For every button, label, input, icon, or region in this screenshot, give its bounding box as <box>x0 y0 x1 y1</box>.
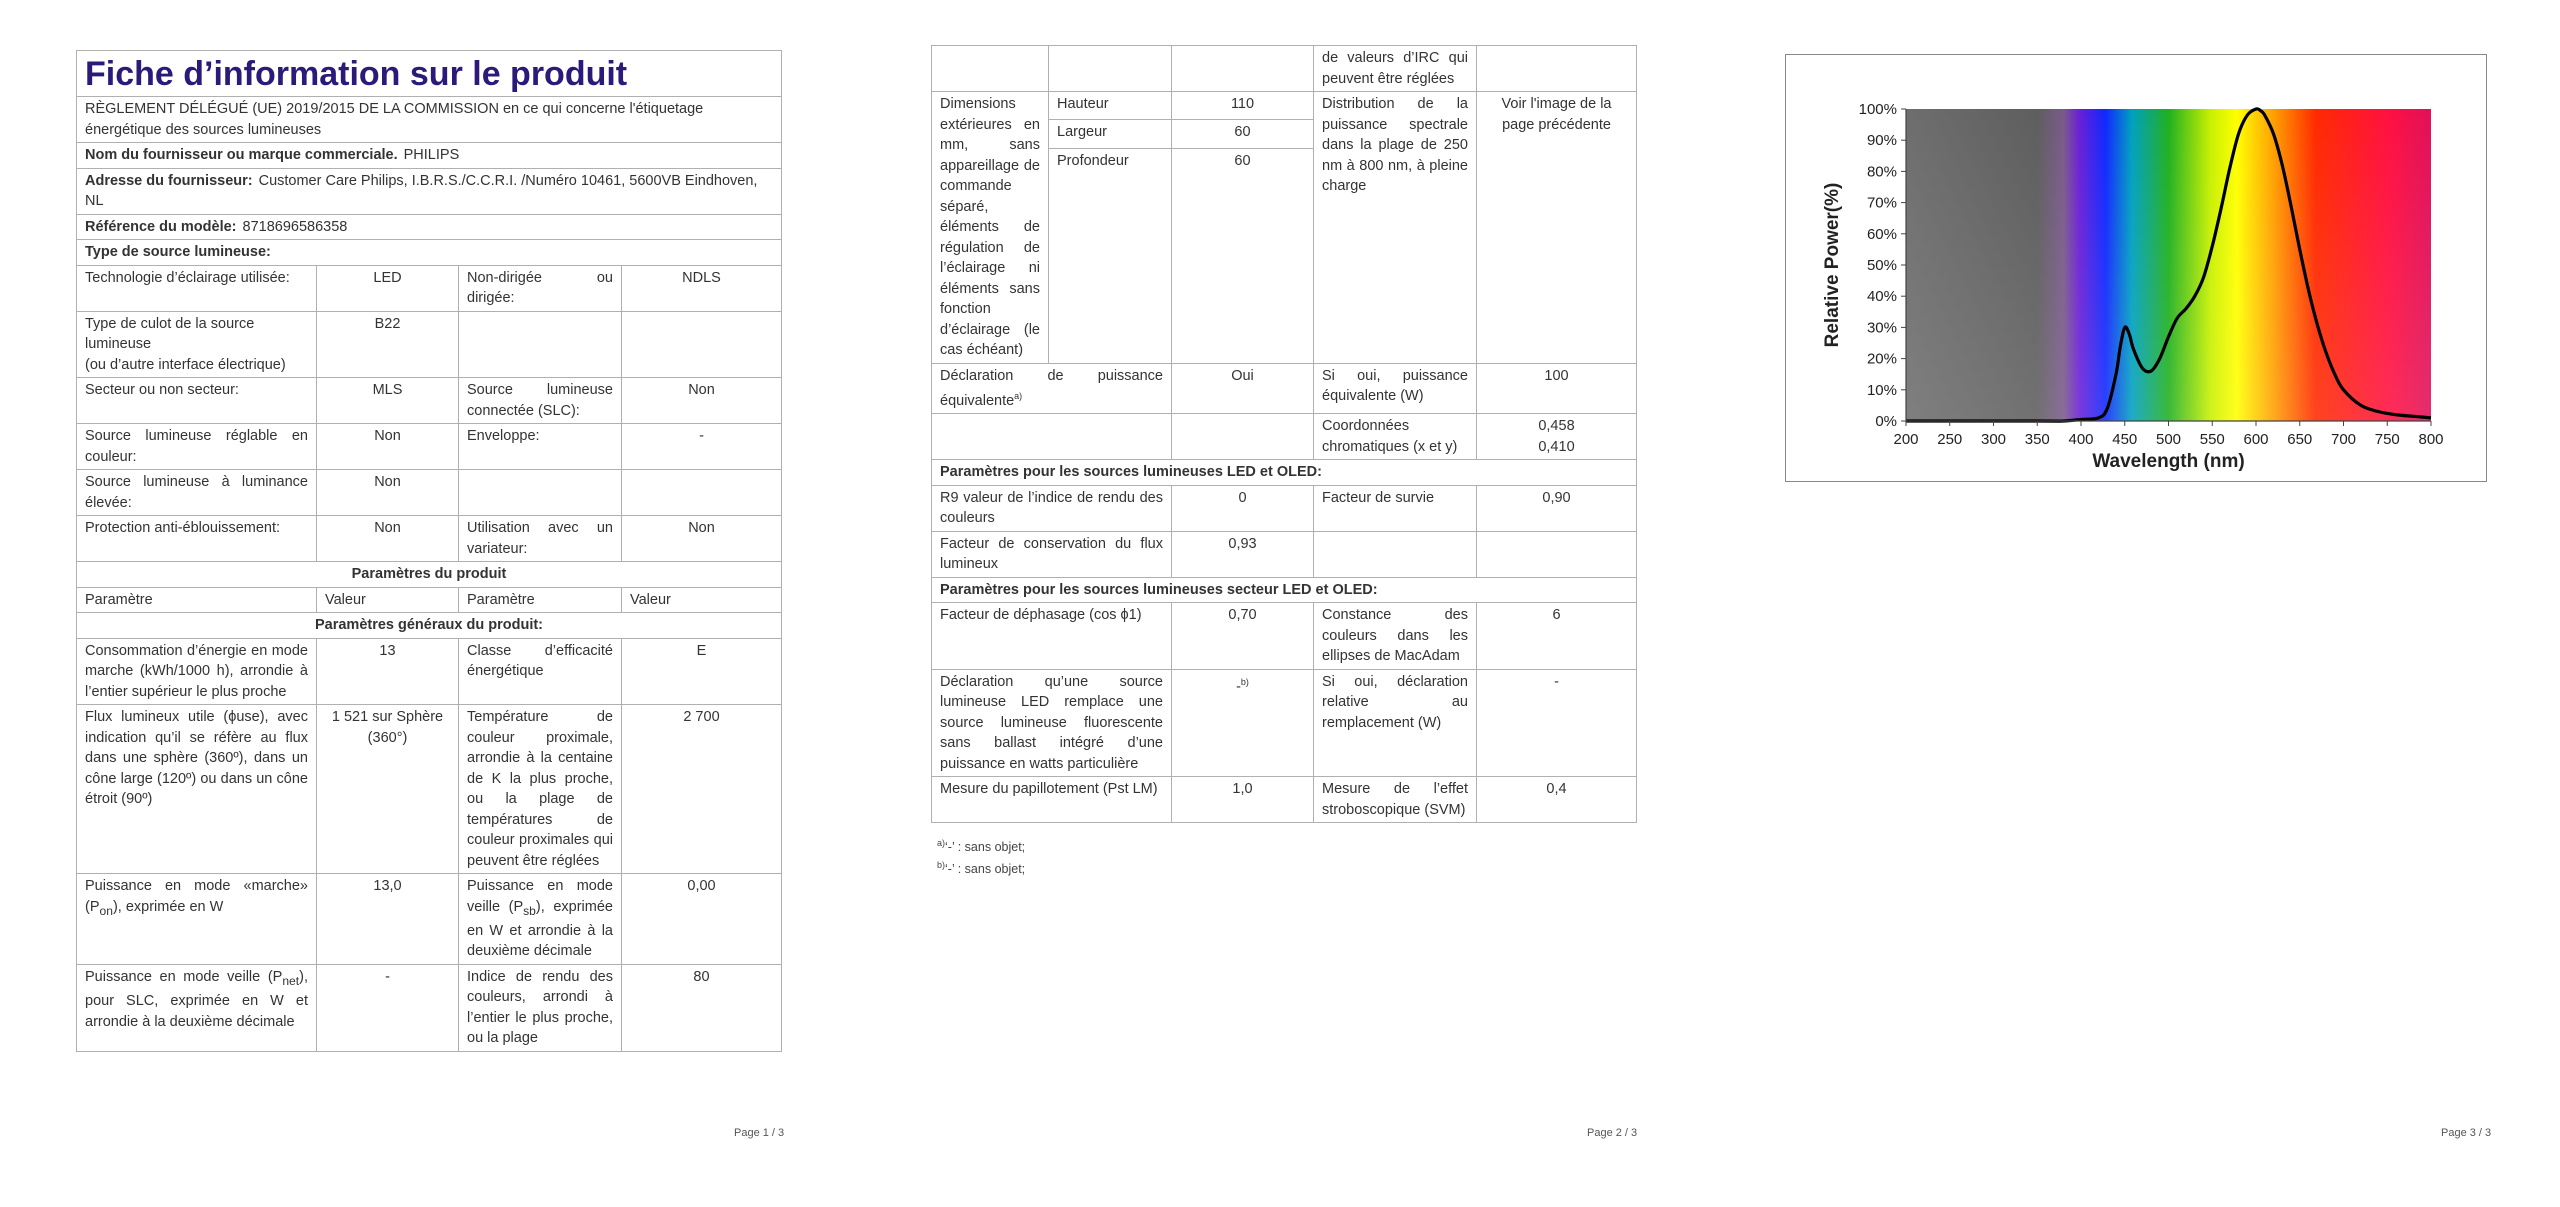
x-tick-label: 500 <box>2155 431 2182 448</box>
text-sub: on <box>99 903 113 918</box>
footnote <box>937 860 1025 876</box>
cell-param: Type de culot de la source lumineuse (ou d’autre interface électrique) <box>77 311 317 378</box>
cell-param: Technologie d’éclairage utilisée: <box>77 265 317 311</box>
cell-param: Température de couleur proximale, arrondie à la centaine de K la plus proche, ou la plage de températures de couleur proximales qui peuvent être réglées <box>459 705 622 874</box>
x-tick-label: 300 <box>1980 431 2007 448</box>
cell-value: 1 521 sur Sphère (360°) <box>317 705 459 874</box>
x-tick-label: 250 <box>1937 431 1963 448</box>
x-tick-label: 200 <box>1893 431 1919 448</box>
cell-value: - <box>317 964 459 1051</box>
table-row <box>77 964 782 1051</box>
page-number: Page 1 / 3 <box>734 1127 785 1139</box>
table-row <box>77 470 782 516</box>
cell-empty <box>1314 531 1477 577</box>
dimension-name: Profondeur <box>1049 148 1172 363</box>
footnote-text: ‘-’ : sans objet; <box>945 840 1026 855</box>
y-tick-label: 40% <box>1866 288 1897 306</box>
x-tick-label: 800 <box>2418 431 2444 448</box>
spectral-label: Distribution de la puissance spectrale dans la plage de 250 nm à 800 nm, à pleine charge <box>1314 92 1477 364</box>
table-row <box>77 638 782 705</box>
cell-value: B22 <box>317 311 459 378</box>
cell-value <box>622 470 782 516</box>
regulation-text: RÈGLEMENT DÉLÉGUÉ (UE) 2019/2015 DE LA COMMISSION en ce qui concerne l'étiquetage énergétique des sources lumineuses <box>77 97 782 143</box>
cell-param <box>932 363 1172 414</box>
cell-empty <box>1477 531 1637 577</box>
text-pre: Puissance en mode veille (P <box>467 878 613 915</box>
footnote-mark: a) <box>937 838 946 848</box>
address-row <box>77 168 782 214</box>
product-info-table <box>76 50 782 1052</box>
footnote-mark: b) <box>1240 676 1249 687</box>
cell-param: Si oui, puissance équivalente (W) <box>1314 363 1477 414</box>
general-params-header: Paramètres généraux du produit: <box>77 613 782 639</box>
y-tick-label: 30% <box>1866 319 1897 337</box>
column-header: Paramètre <box>459 587 622 613</box>
cell-value: 13 <box>317 638 459 705</box>
cell-value: Non <box>317 424 459 470</box>
cell-value: MLS <box>317 378 459 424</box>
column-header: Valeur <box>622 587 782 613</box>
cell-param <box>459 470 622 516</box>
model-label: Référence du modèle: <box>85 218 237 235</box>
table-row <box>77 378 782 424</box>
footnote-mark: b) <box>937 860 946 871</box>
cell-param <box>77 964 317 1051</box>
x-tick-label: 650 <box>2287 431 2313 448</box>
cell-param <box>459 311 622 378</box>
x-tick-label: 450 <box>2112 431 2138 448</box>
x-tick-label: 550 <box>2199 431 2225 448</box>
cell-value: 0,70 <box>1172 603 1314 670</box>
cell-param <box>77 874 317 965</box>
dimension-name: Largeur <box>1049 120 1172 148</box>
cell-param: Flux lumineux utile (ϕuse), avec indication qu’il se réfère au flux dans une sphère (360º), dans un cône large (120º) ou dans un cône étroit (90º) <box>77 705 317 874</box>
cell-param: Facteur de survie <box>1314 485 1477 531</box>
cell-value <box>1477 414 1637 460</box>
cell-param: Mesure du papillotement (Pst LM) <box>932 777 1172 823</box>
dimensions-label: Dimensions extérieures en mm, sans appareillage de commande séparé, éléments de régulation de l’éclairage ni éléments sans fonction d’éclairage (le cas échéant) <box>932 92 1049 364</box>
cell-param: de valeurs d’IRC qui peuvent être réglées <box>1314 46 1477 92</box>
cell-value <box>1172 669 1314 777</box>
address-label: Adresse du fournisseur: <box>85 172 253 189</box>
table-row <box>77 424 782 470</box>
plot-area <box>1906 109 2431 421</box>
cell-empty <box>1172 414 1314 460</box>
cell-value: Non <box>622 378 782 424</box>
cell-empty <box>1172 46 1314 92</box>
footnotes <box>937 838 1025 876</box>
chroma-y: 0,410 <box>1538 438 1575 455</box>
cell-param: Mesure de l’effet stroboscopique (SVM) <box>1314 777 1477 823</box>
table-row <box>932 531 1637 577</box>
table-row <box>77 265 782 311</box>
cell-param: Constance des couleurs dans les ellipses de MacAdam <box>1314 603 1477 670</box>
table-row <box>932 92 1637 120</box>
cell-param: Coordonnées chromatiques (x et y) <box>1314 414 1477 460</box>
text-sub: net <box>282 973 300 988</box>
address-value: Customer Care Philips, I.B.R.S./C.C.R.I. /Numéro 10461, 5600VB Eindhoven, NL <box>85 172 758 209</box>
cell-param: Indice de rendu des couleurs, arrondi à l’entier le plus proche, ou la plage <box>459 964 622 1051</box>
cell-value: 100 <box>1477 363 1637 414</box>
value-text: - <box>1236 678 1241 695</box>
cell-value: E <box>622 638 782 705</box>
table-row <box>932 485 1637 531</box>
y-tick-label: 90% <box>1866 132 1897 150</box>
text-post: ), exprimée en W <box>112 898 224 915</box>
supplier-label: Nom du fournisseur ou marque commerciale. <box>85 147 398 163</box>
cell-value: 1,0 <box>1172 777 1314 823</box>
spectral-chart-svg <box>1786 55 2486 481</box>
y-tick-label: 70% <box>1866 194 1897 212</box>
cell-value: LED <box>317 265 459 311</box>
cell-value: Non <box>622 516 782 562</box>
y-tick-label: 100% <box>1858 101 1897 118</box>
source-type-header: Type de source lumineuse: <box>77 240 782 266</box>
footnote-mark: a) <box>1014 391 1023 401</box>
cell-value: 0,00 <box>622 874 782 965</box>
mains-params-header: Paramètres pour les sources lumineuses secteur LED et OLED: <box>932 577 1637 603</box>
y-tick-label: 0% <box>1875 413 1897 430</box>
model-row <box>77 214 782 240</box>
cell-empty <box>932 414 1172 460</box>
cell-value: 0,90 <box>1477 485 1637 531</box>
y-axis-label: Relative Power(%) <box>1822 182 1843 348</box>
dimension-name: Hauteur <box>1049 92 1172 120</box>
supplier-value: PHILIPS <box>403 147 460 163</box>
x-tick-label: 400 <box>2068 431 2094 448</box>
cell-param: Source lumineuse réglable en couleur: <box>77 424 317 470</box>
y-tick-label: 60% <box>1866 225 1897 243</box>
cell-param: Facteur de conservation du flux lumineux <box>932 531 1172 577</box>
chroma-x: 0,458 <box>1538 418 1575 435</box>
cell-value: Oui <box>1172 363 1314 414</box>
table-row <box>932 603 1637 670</box>
footnote <box>937 838 1025 854</box>
cell-param <box>459 874 622 965</box>
dimension-value: 60 <box>1172 120 1314 148</box>
table-row <box>932 777 1637 823</box>
cell-param: Classe d’efficacité énergétique <box>459 638 622 705</box>
cell-value: - <box>1477 669 1637 777</box>
y-tick-label: 10% <box>1866 381 1897 399</box>
footnote-text: ‘-’ : sans objet; <box>945 862 1026 877</box>
table-row <box>932 46 1637 92</box>
table-row <box>77 311 782 378</box>
x-tick-label: 700 <box>2330 431 2357 448</box>
y-tick-label: 80% <box>1866 163 1897 181</box>
dimension-value: 110 <box>1172 92 1314 120</box>
cell-value: 0,93 <box>1172 531 1314 577</box>
cell-value: 6 <box>1477 603 1637 670</box>
cell-value: 2 700 <box>622 705 782 874</box>
text-post: ), pour SLC, exprimée en W et arrondie à la deuxième décimale <box>85 968 308 1030</box>
text-pre: Puissance en mode «marche» (P <box>85 878 308 915</box>
model-value: 8718696586358 <box>242 218 348 235</box>
text-pre: Puissance en mode veille (P <box>85 968 283 985</box>
product-info-table-continued <box>931 45 1637 823</box>
table-row <box>932 669 1637 777</box>
table-row <box>77 705 782 874</box>
dimension-value: 60 <box>1172 148 1314 363</box>
x-axis-label: Wavelength (nm) <box>2092 451 2245 472</box>
cell-param: Source lumineuse connectée (SLC): <box>459 378 622 424</box>
cell-param: R9 valeur de l’indice de rendu des couleurs <box>932 485 1172 531</box>
y-tick-label: 50% <box>1866 257 1897 274</box>
y-tick-label: 20% <box>1866 350 1897 368</box>
cell-value: 13,0 <box>317 874 459 965</box>
column-header: Valeur <box>317 587 459 613</box>
cell-param: Source lumineuse à luminance élevée: <box>77 470 317 516</box>
x-tick-label: 750 <box>2374 431 2400 448</box>
cell-value: Non <box>317 516 459 562</box>
table-row <box>932 363 1637 414</box>
page-2 <box>853 0 1706 1207</box>
spectrum-shade <box>1906 109 2431 421</box>
cell-value: 0 <box>1172 485 1314 531</box>
x-tick-label: 600 <box>2243 431 2269 448</box>
cell-param: Consommation d’énergie en mode marche (kWh/1000 h), arrondie à l’entier supérieur le plus proche <box>77 638 317 705</box>
cell-empty <box>1477 46 1637 92</box>
page-1 <box>0 0 853 1207</box>
cell-param: Utilisation avec un variateur: <box>459 516 622 562</box>
cell-param: Si oui, déclaration relative au remplacement (W) <box>1314 669 1477 777</box>
cell-param: Secteur ou non secteur: <box>77 378 317 424</box>
column-header: Paramètre <box>77 587 317 613</box>
led-params-header: Paramètres pour les sources lumineuses LED et OLED: <box>932 460 1637 486</box>
text-main: Déclaration de puissance équivalente <box>940 367 1163 409</box>
cell-empty <box>932 46 1049 92</box>
cell-value: 0,4 <box>1477 777 1637 823</box>
supplier-row <box>77 143 782 169</box>
table-row <box>77 516 782 562</box>
x-axis <box>1893 421 2443 448</box>
text-post: ), exprimée en W et arrondie à la deuxième décimale <box>467 898 613 960</box>
cell-value <box>622 311 782 378</box>
cell-param: Protection anti-éblouissement: <box>77 516 317 562</box>
cell-param: Enveloppe: <box>459 424 622 470</box>
cell-param: Facteur de déphasage (cos ϕ1) <box>932 603 1172 670</box>
cell-value: - <box>622 424 782 470</box>
y-axis <box>1859 101 1906 430</box>
page-3 <box>1706 0 2560 1207</box>
page-number: Page 3 / 3 <box>2441 1127 2492 1139</box>
x-tick-label: 350 <box>2024 431 2050 448</box>
cell-value: 80 <box>622 964 782 1051</box>
text-sub: sb <box>523 903 536 918</box>
page-number: Page 2 / 3 <box>1587 1127 1638 1139</box>
spectral-chart <box>1785 54 2487 482</box>
cell-empty <box>1049 46 1172 92</box>
product-params-header: Paramètres du produit <box>77 562 782 588</box>
column-header-row <box>77 587 782 613</box>
table-row <box>77 874 782 965</box>
cell-value: Non <box>317 470 459 516</box>
cell-value: NDLS <box>622 265 782 311</box>
cell-param: Déclaration qu’une source lumineuse LED remplace une source lumineuse fluorescente sans ballast intégré d’une puissance en watts particulière <box>932 669 1172 777</box>
table-row <box>932 414 1637 460</box>
spectral-value: Voir l'image de la page précédente <box>1477 92 1637 364</box>
cell-param: Non-dirigée ou dirigée: <box>459 265 622 311</box>
page-title: Fiche d’information sur le produit <box>77 51 782 97</box>
